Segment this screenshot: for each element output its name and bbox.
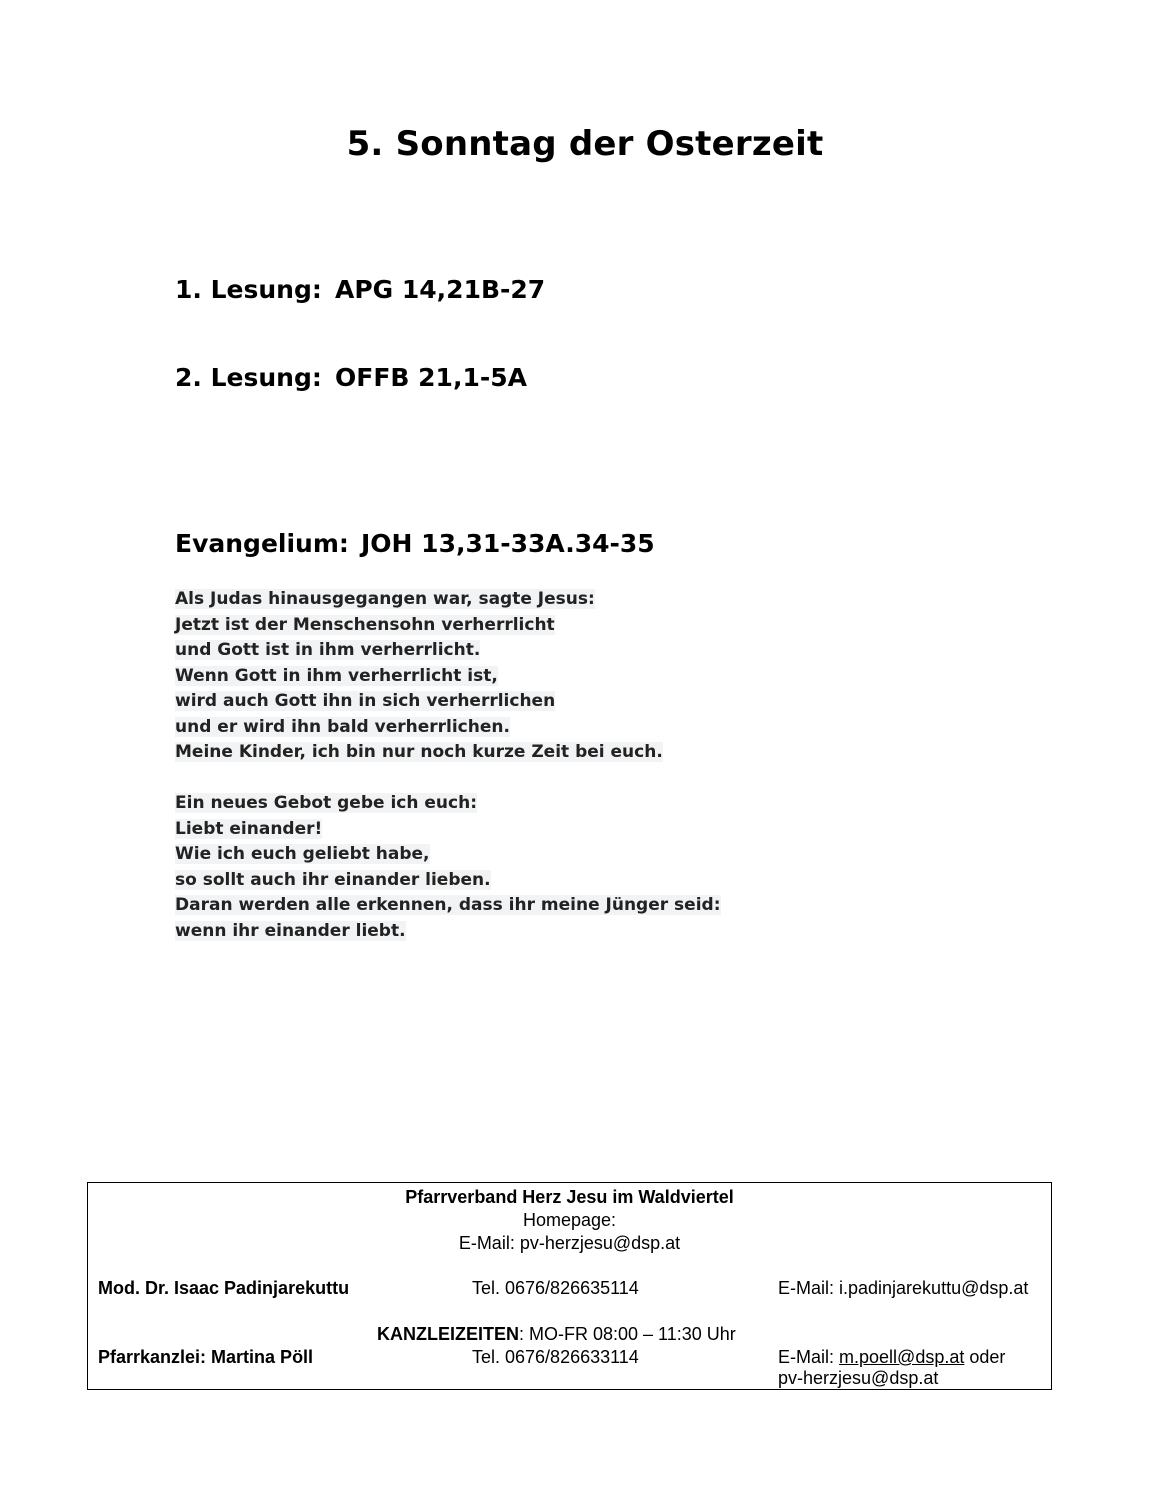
office-phone: Tel. 0676/826633114 <box>472 1347 639 1367</box>
gospel-line: Liebt einander! <box>175 818 323 839</box>
gospel-line: Jetzt ist der Menschensohn verherrlicht <box>175 614 555 635</box>
office-email-alt: pv-herzjesu@dsp.at <box>778 1368 939 1388</box>
reading-2-reference: OFFB 21,1-5A <box>335 363 527 392</box>
office-hours-value: : MO-FR 08:00 – 11:30 Uhr <box>519 1324 736 1344</box>
gospel-line: und Gott ist in ihm verherrlicht. <box>175 640 481 660</box>
gospel-line: wird auch Gott ihn in sich verherrlichen <box>175 691 556 711</box>
gospel-line: wenn ihr einander liebt. <box>175 920 406 941</box>
priest-phone: Tel. 0676/826635114 <box>472 1278 639 1298</box>
gospel-line: so sollt auch ihr einander lieben. <box>175 869 491 890</box>
gospel-label: Evangelium: <box>175 529 349 558</box>
gospel-line: Als Judas hinausgegangen war, sagte Jesus: <box>175 589 595 609</box>
gospel-line: Daran werden alle erkennen, dass ihr meine Jünger seid: <box>175 895 721 915</box>
homepage-label: Homepage: <box>522 1210 617 1230</box>
office-name: Pfarrkanzlei: Martina Pöll <box>98 1347 314 1367</box>
gospel-line: Wie ich euch geliebt habe, <box>175 844 430 864</box>
office-email-join: oder <box>964 1347 1006 1367</box>
gospel-line: Meine Kinder, ich bin nur noch kurze Zeit bei euch. <box>175 742 663 762</box>
parish-contact-box <box>87 1182 1052 1390</box>
gospel-line: und er wird ihn bald verherrlichen. <box>175 716 510 737</box>
reading-2 <box>175 363 527 392</box>
priest-email: E-Mail: i.padinjarekuttu@dsp.at <box>778 1278 1029 1298</box>
reading-1-reference: APG 14,21B-27 <box>335 275 546 304</box>
office-email-link[interactable]: m.poell@dsp.at <box>839 1347 965 1367</box>
gospel-heading <box>175 529 655 558</box>
office-hours-label: KANZLEIZEITEN <box>377 1324 519 1344</box>
priest-name: Mod. Dr. Isaac Padinjarekuttu <box>98 1278 350 1298</box>
office-hours <box>377 1323 736 1346</box>
office-email-prefix: E-Mail: <box>778 1347 840 1367</box>
gospel-paragraph <box>175 791 721 944</box>
reading-1-label: 1. Lesung: <box>175 275 322 304</box>
reading-1 <box>175 275 545 304</box>
gospel-text <box>175 587 721 970</box>
parish-name: Pfarrverband Herz Jesu im Waldviertel <box>405 1187 734 1207</box>
page-title: 5. Sonntag der Osterzeit <box>346 124 824 164</box>
gospel-line: Wenn Gott in ihm verherrlicht ist, <box>175 665 498 686</box>
gospel-paragraph <box>175 587 721 766</box>
gospel-line: Ein neues Gebot gebe ich euch: <box>175 793 477 813</box>
reading-2-label: 2. Lesung: <box>175 363 322 392</box>
gospel-reference: JOH 13,31-33A.34-35 <box>361 529 655 558</box>
parish-email: E-Mail: pv-herzjesu@dsp.at <box>458 1233 681 1253</box>
office-email <box>778 1346 1005 1369</box>
